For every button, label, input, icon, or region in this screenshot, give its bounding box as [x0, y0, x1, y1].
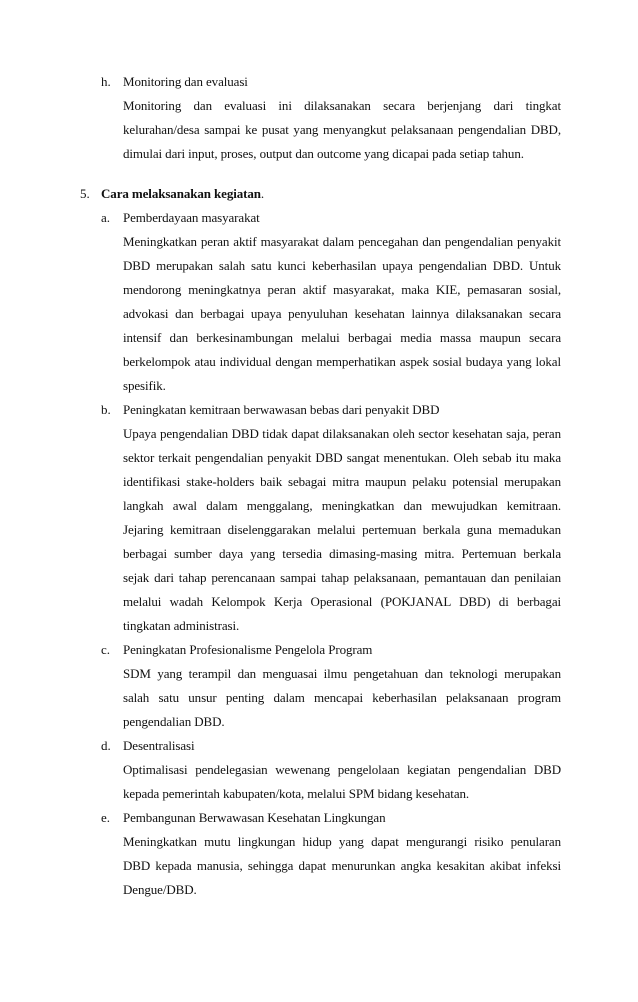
- section-number-5: 5.: [80, 186, 90, 201]
- paragraph-line: Monitoring dan evaluasi ini dilaksanakan secara berjenjang dari tingkat: [123, 98, 561, 113]
- item-title-h: Monitoring dan evaluasi: [123, 74, 248, 89]
- paragraph-line: salah satu unsur penting dalam mencapai keberhasilan pelaksanaan program: [123, 690, 561, 705]
- paragraph-line: Meningkatkan mutu lingkungan hidup yang dapat mengurangi risiko penularan: [123, 834, 561, 849]
- section-heading-text: Cara melaksanakan kegiatan: [101, 186, 261, 201]
- paragraph-line: mendorong meningkatnya peran aktif masyarakat, maka KIE, pemasaran sosial,: [123, 282, 561, 297]
- item-title-c: Peningkatan Profesionalisme Pengelola Program: [123, 642, 373, 657]
- item-marker-c: c.: [101, 642, 111, 657]
- item-title-a: Pemberdayaan masyarakat: [123, 210, 260, 225]
- item-title-e: Pembangunan Berwawasan Kesehatan Lingkungan: [123, 810, 386, 825]
- paragraph-line: sektor terkait pengendalian penyakit DBD sangat menentukan. Oleh sebab itu maka: [123, 450, 561, 465]
- paragraph-line: Meningkatkan peran aktif masyarakat dalam pencegahan dan pengendalian penyakit: [123, 234, 561, 249]
- paragraph-line: Jejaring kemitraan diselenggarakan melalui pertemuan berkala guna memadukan: [123, 522, 561, 537]
- paragraph-line: pengendalian DBD.: [123, 714, 225, 729]
- paragraph-line: berbagai sumber daya yang tersedia dimasing-masing mitra. Pertemuan berkala: [123, 546, 561, 561]
- item-marker-e: e.: [101, 810, 111, 825]
- paragraph-line: melalui wadah Kelompok Kerja Operasional (POKJANAL DBD) di berbagai: [123, 594, 561, 609]
- item-title-d: Desentralisasi: [123, 738, 195, 753]
- item-marker-b: b.: [101, 402, 111, 417]
- paragraph-line: Upaya pengendalian DBD tidak dapat dilaksanakan oleh sector kesehatan saja, peran: [123, 426, 561, 441]
- section-heading: [101, 186, 264, 202]
- paragraph-line: intensif dan berkesinambungan melalui berbagai media massa maupun secara: [123, 330, 561, 345]
- paragraph-line: langkah awal dalam menggalang, meningkatkan dan mewujudkan kemitraan.: [123, 498, 561, 513]
- item-marker-a: a.: [101, 210, 111, 225]
- paragraph-line: kelurahan/desa sampai ke pusat yang menyangkut pelaksanaan pengendalian DBD,: [123, 122, 561, 137]
- paragraph-line: dimulai dari input, proses, output dan outcome yang dicapai pada setiap tahun.: [123, 146, 524, 161]
- item-marker-d: d.: [101, 738, 111, 753]
- item-marker-h: h.: [101, 74, 111, 89]
- paragraph-line: advokasi dan berbagai upaya penyuluhan kesehatan lainnya dilaksanakan secara: [123, 306, 561, 321]
- paragraph-line: sejak dari tahap perencanaan sampai tahap pelaksanaan, pemantauan dan penilaian: [123, 570, 561, 585]
- paragraph-line: kepada pemerintah kabupaten/kota, melalui SPM bidang kesehatan.: [123, 786, 470, 801]
- paragraph-line: DBD merupakan salah satu kunci keberhasilan upaya pengendalian DBD. Untuk: [123, 258, 561, 273]
- paragraph-line: identifikasi stake-holders baik sebagai mitra maupun pelaku potensial merupakan: [123, 474, 561, 489]
- paragraph-line: Optimalisasi pendelegasian wewenang pengelolaan kegiatan pengendalian DBD: [123, 762, 561, 777]
- paragraph-line: DBD kepada manusia, sehingga dapat menurunkan angka kesakitan akibat infeksi: [123, 858, 561, 873]
- item-title-b: Peningkatan kemitraan berwawasan bebas dari penyakit DBD: [123, 402, 440, 417]
- paragraph-line: tingkatan administrasi.: [123, 618, 240, 633]
- section-heading-punct: .: [260, 186, 265, 201]
- paragraph-line: spesifik.: [123, 378, 166, 393]
- paragraph-line: Dengue/DBD.: [123, 882, 197, 897]
- paragraph-line: SDM yang terampil dan menguasai ilmu pengetahuan dan teknologi merupakan: [123, 666, 561, 681]
- paragraph-line: berkelompok atau individual dengan memperhatikan aspek sosial budaya yang lokal: [123, 354, 561, 369]
